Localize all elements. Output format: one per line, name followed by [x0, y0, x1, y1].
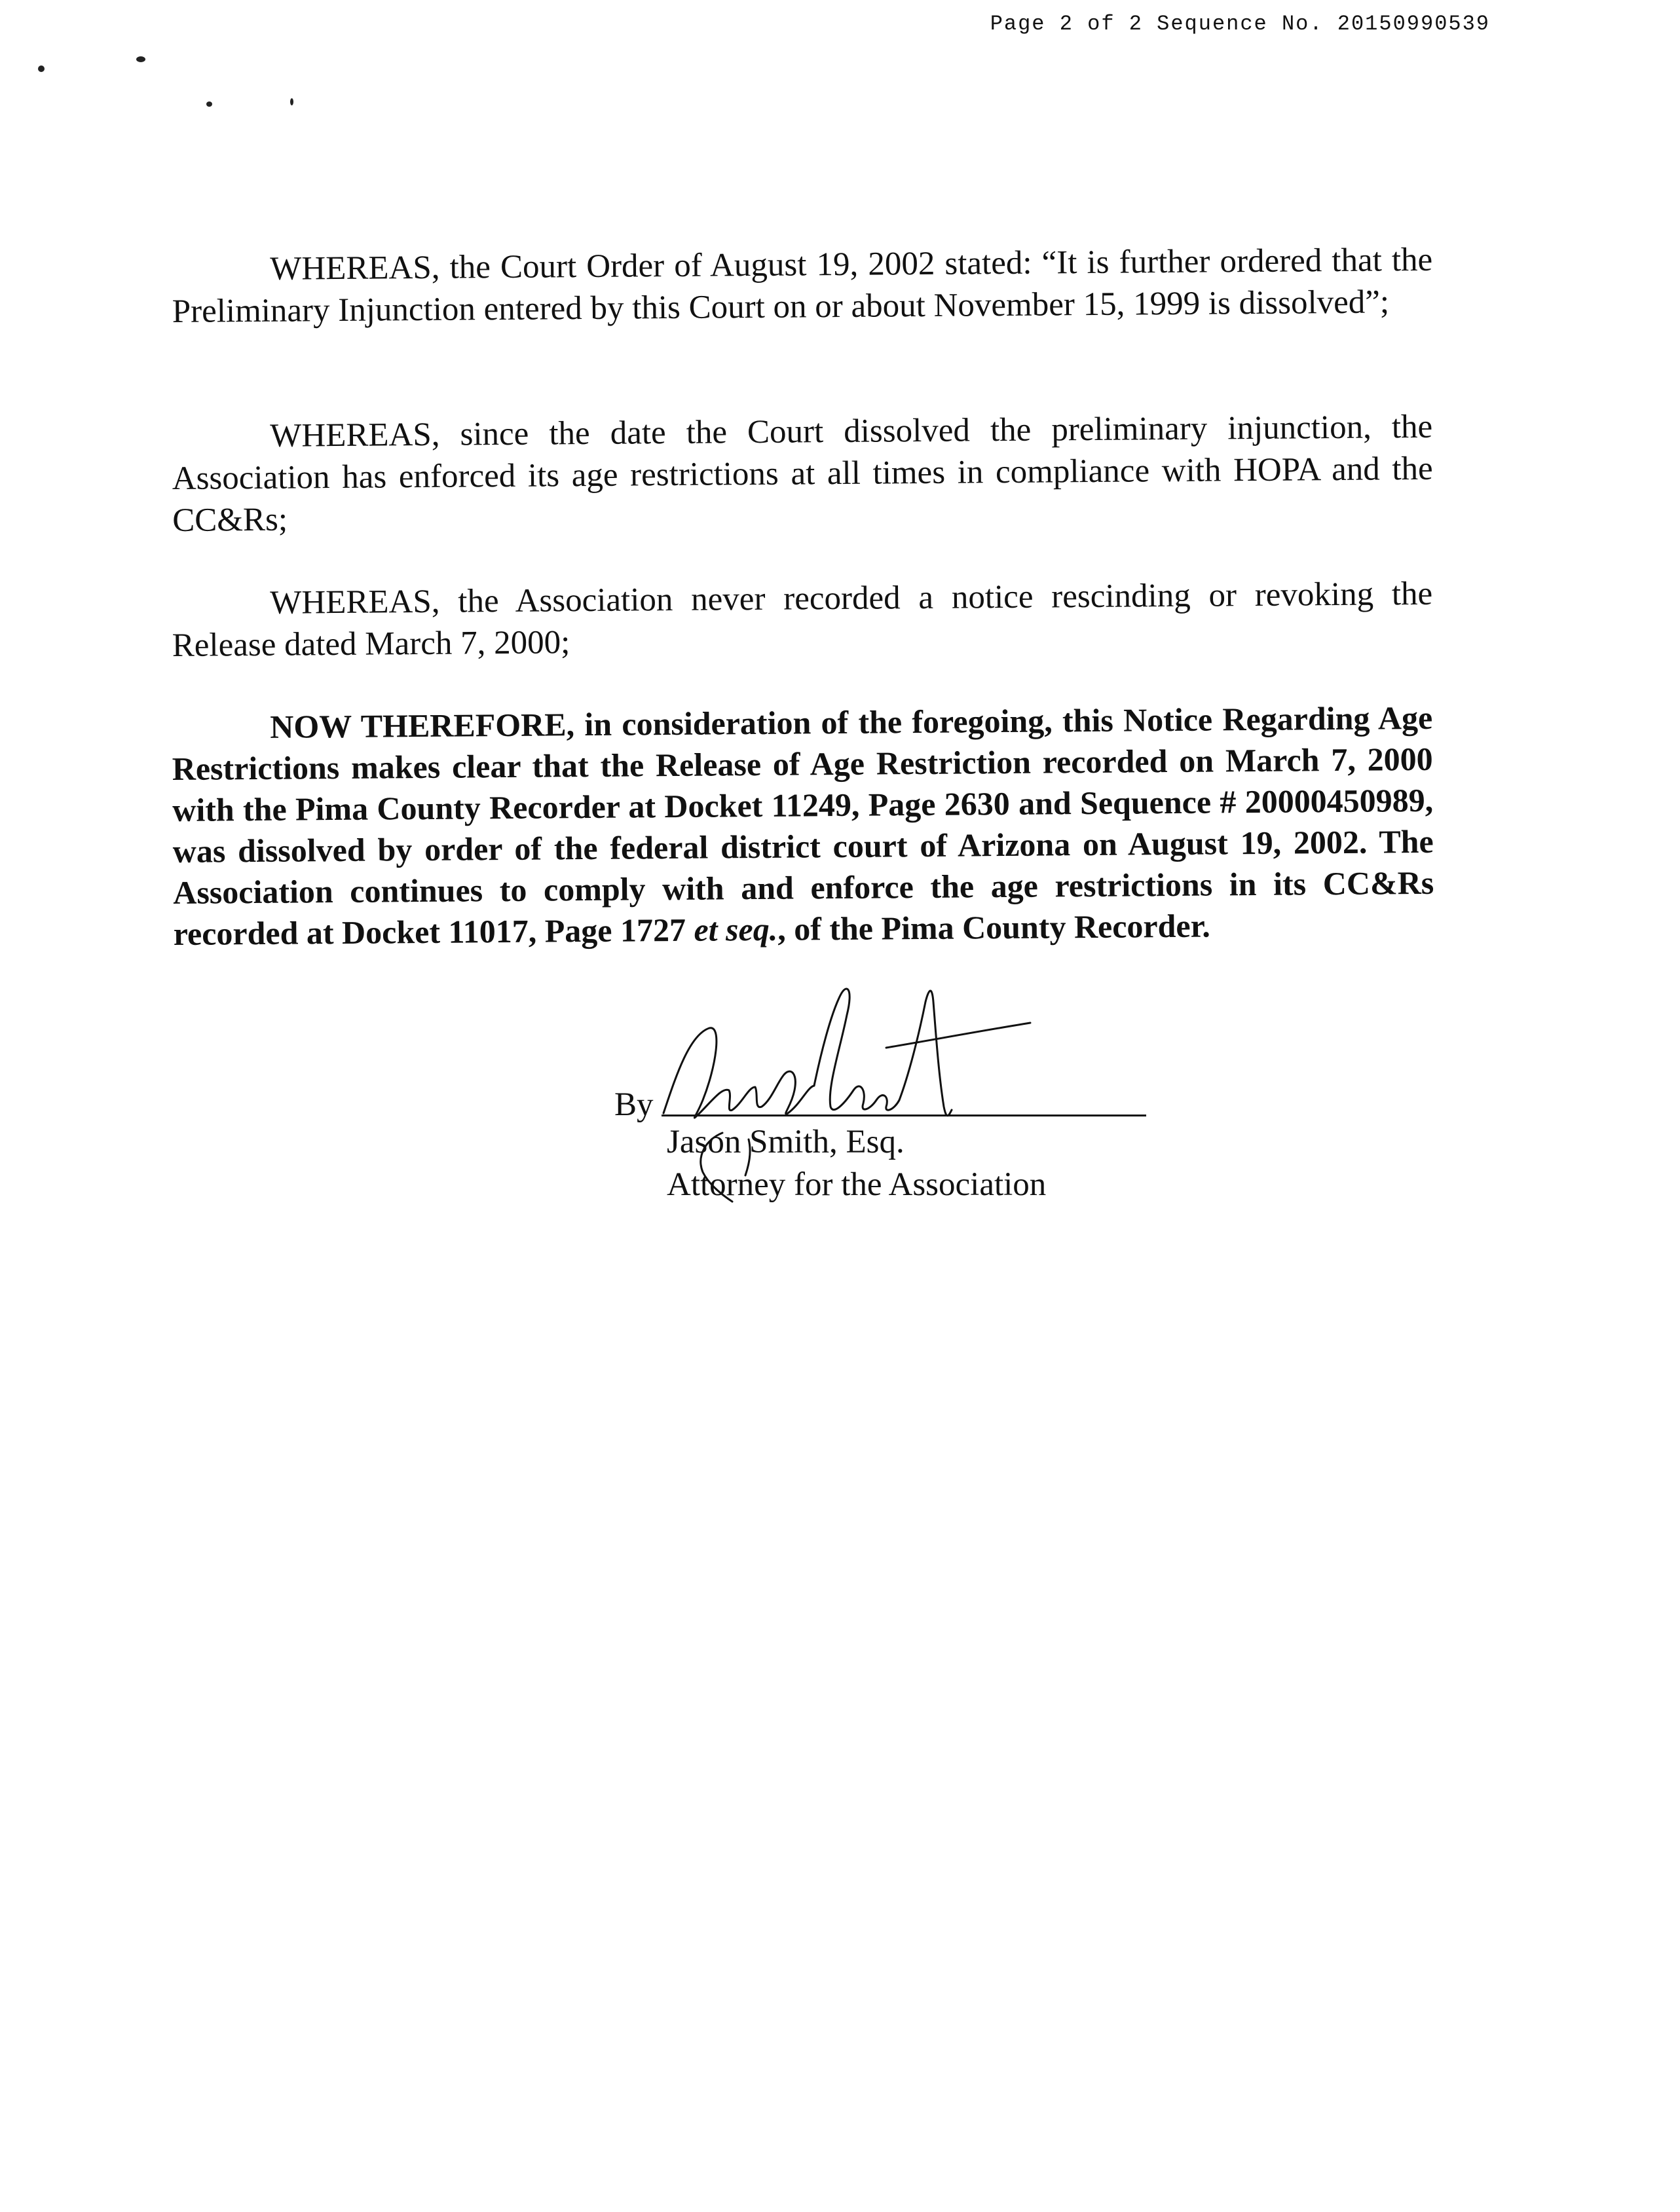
et-seq-italic: et seq. [694, 910, 778, 948]
whereas-paragraph-2 [172, 406, 1433, 542]
scan-speck [206, 101, 212, 107]
paragraph-text: WHEREAS, the Association never recorded a notice rescinding or revoking the Release dated March 7, 2000; [172, 575, 1433, 664]
paragraph-text [172, 697, 1434, 955]
by-label: By [614, 1086, 654, 1123]
paragraph-text-part1: NOW THEREFORE, in consideration of the foregoing, this Notice Regarding Age Restrictions makes clear that the Release of Age Restriction recorded on March 7, 2000 with the Pima County Recorder at Docket 11249, Page 2630 and Sequence # 20000450989, was dissolved by order of the federal district court of Arizona on August 19, 2002. The Association continues to comply with and enforce the age restrictions in its CC&Rs recorded at Docket 11017, Page 1727 [172, 699, 1434, 952]
scan-speck [38, 65, 45, 72]
scan-speck [136, 56, 145, 62]
paragraph-text-part2: , of the Pima County Recorder. [777, 907, 1210, 948]
signature-line [662, 1115, 1146, 1116]
signer-title: Attorney for the Association [667, 1166, 1047, 1203]
signature-block [614, 976, 1204, 1211]
page-header [990, 12, 1490, 36]
paragraph-text: WHEREAS, the Court Order of August 19, 2002 stated: “It is further ordered that the Preliminary Injunction entered by this Court on or about November 15, 1999 is dissolved”; [172, 241, 1433, 330]
whereas-paragraph-3 [172, 573, 1433, 667]
signer-name: Jason Smith, Esq. [667, 1124, 905, 1160]
whereas-paragraph-1 [172, 239, 1433, 333]
scan-speck [290, 98, 293, 105]
paragraph-text: WHEREAS, since the date the Court dissolved the preliminary injunction, the Association has enforced its age restrictions at all times in compliance with HOPA and the CC&Rs; [172, 408, 1433, 539]
now-therefore-paragraph [172, 697, 1434, 955]
page-number: Page 2 of 2 [990, 12, 1143, 36]
sequence-number: Sequence No. 20150990539 [1157, 12, 1490, 36]
